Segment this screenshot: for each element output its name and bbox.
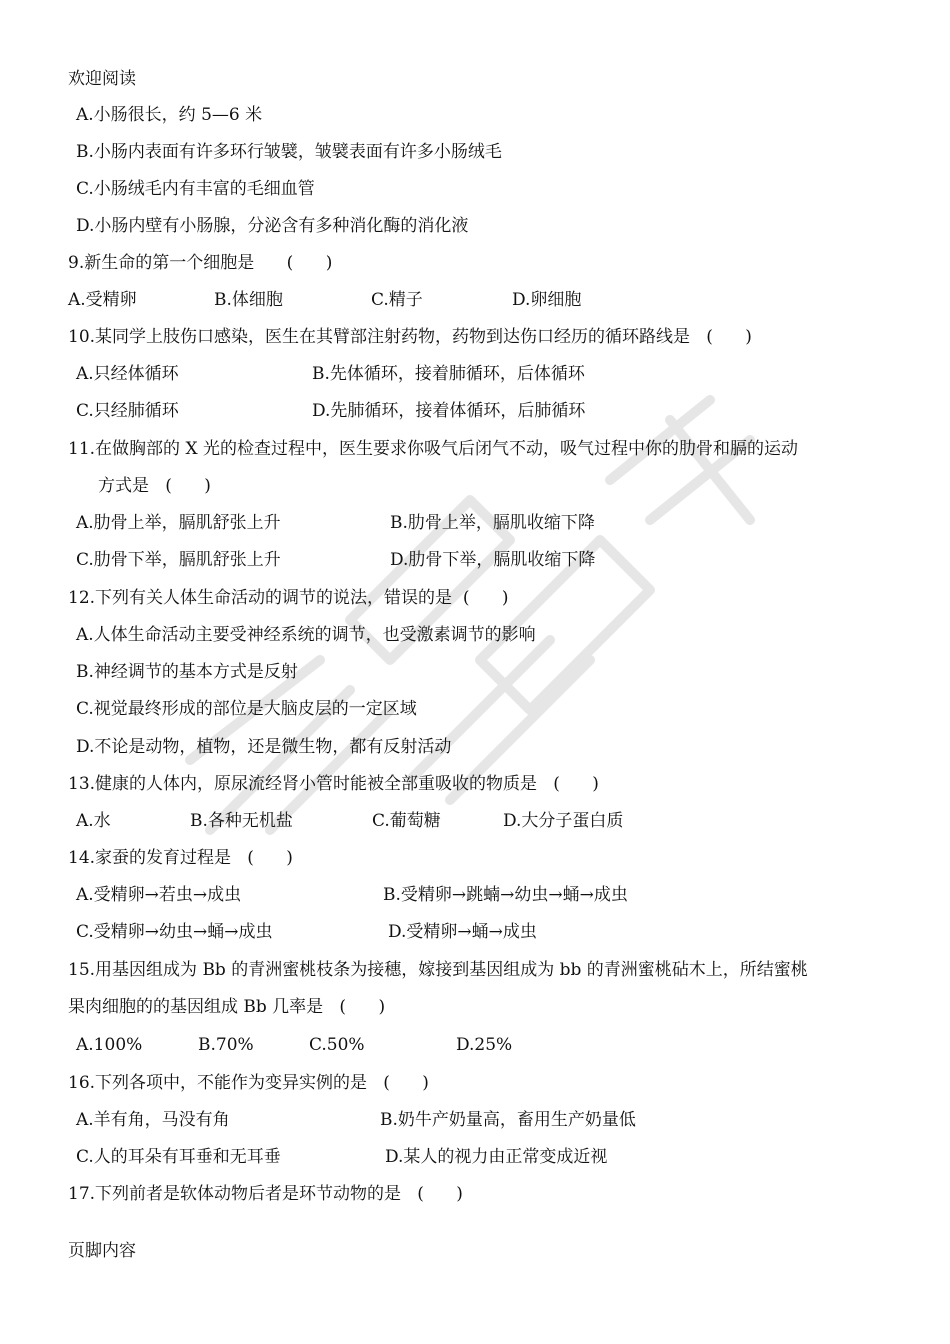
q17-stem: 17.下列前者是软体动物后者是环节动物的是 ( ) — [68, 1184, 463, 1204]
q13-option-a: A.水 — [76, 811, 111, 831]
q11-stem-continued: 方式是 ( ) — [98, 476, 211, 496]
q10-stem: 10.某同学上肢伤口感染，医生在其臂部注射药物，药物到达伤口经历的循环路线是 ( ) — [68, 327, 752, 347]
q12-option-b: B.神经调节的基本方式是反射 — [76, 662, 298, 682]
q15-option-b: B.70% — [198, 1035, 254, 1055]
q15-option-c: C.50% — [309, 1035, 365, 1055]
q8-option-d: D.小肠内壁有小肠腺，分泌含有多种消化酶的消化液 — [76, 216, 469, 236]
q10-option-a: A.只经体循环 — [76, 364, 179, 384]
q15-option-d: D.25% — [456, 1035, 513, 1055]
q13-option-d: D.大分子蛋白质 — [503, 811, 624, 831]
q16-option-a: A.羊有角，马没有角 — [76, 1110, 230, 1130]
q13-option-c: C.葡萄糖 — [372, 811, 441, 831]
q8-option-c: C.小肠绒毛内有丰富的毛细血管 — [76, 179, 315, 199]
q11-option-c: C.肋骨下举，膈肌舒张上升 — [76, 550, 281, 570]
q11-option-a: A.肋骨上举，膈肌舒张上升 — [76, 513, 281, 533]
q14-option-c: C.受精卵→幼虫→蛹→成虫 — [76, 922, 273, 942]
q8-option-b: B.小肠内表面有许多环行皱襞，皱襞表面有许多小肠绒毛 — [76, 142, 502, 162]
q14-option-a: A.受精卵→若虫→成虫 — [76, 885, 242, 905]
page-footer: 页脚内容 — [68, 1241, 136, 1261]
q12-option-a: A.人体生命活动主要受神经系统的调节，也受激素调节的影响 — [76, 625, 536, 645]
page-header: 欢迎阅读 — [68, 69, 136, 89]
q15-stem-continued: 果肉细胞的的基因组成 Bb 几率是 ( ) — [68, 997, 386, 1017]
q10-option-b: B.先体循环，接着肺循环，后体循环 — [312, 364, 585, 384]
q16-option-b: B.奶牛产奶量高，畜用生产奶量低 — [380, 1110, 636, 1130]
q9-option-d: D.卵细胞 — [512, 290, 582, 310]
q13-stem: 13.健康的人体内，原尿流经肾小管时能被全部重吸收的物质是 ( ) — [68, 774, 599, 794]
q11-option-b: B.肋骨上举，膈肌收缩下降 — [390, 513, 595, 533]
q9-option-c: C.精子 — [371, 290, 423, 310]
q9-option-a: A.受精卵 — [68, 290, 137, 310]
q15-option-a: A.100% — [76, 1035, 143, 1055]
q14-option-d: D.受精卵→蛹→成虫 — [388, 922, 537, 942]
q12-option-c: C.视觉最终形成的部位是大脑皮层的一定区域 — [76, 699, 417, 719]
q12-option-d: D.不论是动物，植物，还是微生物，都有反射活动 — [76, 737, 452, 757]
q9-option-b: B.体细胞 — [214, 290, 283, 310]
q11-stem: 11.在做胸部的 X 光的检查过程中，医生要求你吸气后闭气不动，吸气过程中你的肋骨和膈的运动 — [68, 439, 798, 459]
q8-option-a: A.小肠很长，约 5—6 米 — [76, 105, 263, 125]
q10-option-d: D.先肺循环，接着体循环，后肺循环 — [312, 401, 586, 421]
q11-option-d: D.肋骨下举，膈肌收缩下降 — [390, 550, 596, 570]
q16-option-d: D.某人的视力由正常变成近视 — [385, 1147, 608, 1167]
q12-stem: 12.下列有关人体生命活动的调节的说法，错误的是 ( ) — [68, 588, 509, 608]
q15-stem: 15.用基因组成为 Bb 的青洲蜜桃枝条为接穗，嫁接到基因组成为 bb 的青洲蜜桃砧木上，所结蜜桃 — [68, 960, 808, 980]
q13-option-b: B.各种无机盐 — [190, 811, 293, 831]
q16-stem: 16.下列各项中，不能作为变异实例的是 ( ) — [68, 1073, 429, 1093]
q14-stem: 14.家蚕的发育过程是 ( ) — [68, 848, 293, 868]
q16-option-c: C.人的耳朵有耳垂和无耳垂 — [76, 1147, 281, 1167]
q10-option-c: C.只经肺循环 — [76, 401, 179, 421]
q9-stem: 9.新生命的第一个细胞是 ( ) — [68, 253, 333, 273]
q14-option-b: B.受精卵→跳蝻→幼虫→蛹→成虫 — [383, 885, 628, 905]
